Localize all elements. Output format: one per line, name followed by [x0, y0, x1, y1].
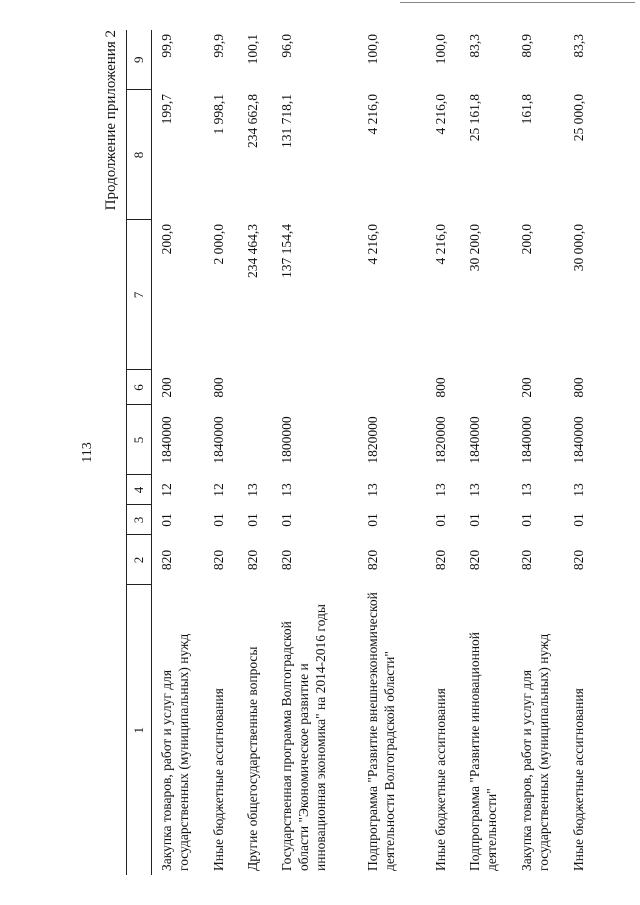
value-8: 25 000,0	[570, 94, 586, 142]
code-2: 820	[244, 549, 260, 571]
col-header-4: 4	[127, 475, 152, 505]
col-header-6: 6	[127, 370, 152, 405]
code-4: 12	[159, 483, 174, 497]
code-6	[460, 370, 512, 405]
code-2: 820	[159, 549, 174, 571]
col-header-7: 7	[127, 220, 152, 370]
col-header-9: 9	[127, 30, 152, 90]
percent-9: 100,1	[244, 34, 260, 65]
percent-9: 99,9	[210, 34, 226, 58]
percent-9: 100,0	[432, 34, 448, 65]
code-6	[358, 370, 426, 405]
rotated-content	[80, 30, 640, 875]
code-2: 820	[570, 549, 586, 571]
code-5: 1840000	[570, 416, 586, 464]
percent-9: 83,3	[570, 34, 586, 58]
row-name: Иные бюджетные ассигнования	[432, 688, 448, 871]
table-row	[564, 30, 598, 875]
value-7: 30 200,0	[466, 224, 482, 272]
value-7: 30 000,0	[570, 224, 586, 272]
value-7: 4 216,0	[432, 224, 448, 265]
row-name: Другие общегосударственные вопросы	[244, 646, 260, 871]
code-2: 820	[278, 549, 294, 571]
code-3: 01	[244, 513, 260, 527]
col-header-2: 2	[127, 535, 152, 585]
col-header-5: 5	[127, 405, 152, 475]
code-5: 1820000	[432, 416, 448, 464]
code-4: 12	[210, 483, 226, 497]
col-header-1: 1	[127, 585, 152, 875]
table-row	[512, 30, 564, 875]
code-6	[272, 370, 358, 405]
value-8: 131 718,1	[278, 94, 294, 148]
row-name: Иные бюджетные ассигнования	[570, 688, 586, 871]
row-name: Государственная программа Волгоградской области "Экономическое развитие и инновационная экономика" на 2014-2016 годы	[278, 604, 328, 871]
code-5	[238, 405, 272, 475]
code-6: 800	[570, 377, 586, 398]
budget-table	[126, 30, 598, 875]
code-4: 13	[570, 483, 586, 497]
code-3: 01	[466, 513, 482, 527]
code-2: 820	[432, 549, 448, 571]
value-8: 161,8	[518, 94, 534, 125]
percent-9: 80,9	[518, 34, 534, 58]
value-8: 4 216,0	[432, 94, 448, 135]
code-6	[238, 370, 272, 405]
table-row	[272, 30, 358, 875]
code-2: 820	[518, 549, 534, 571]
code-4: 13	[432, 483, 448, 497]
code-2: 820	[364, 549, 380, 571]
value-8: 199,7	[159, 94, 174, 125]
value-7: 2 000,0	[210, 224, 226, 265]
value-8: 1 998,1	[210, 94, 226, 135]
code-5: 1840000	[159, 416, 174, 464]
scan-edge-line	[400, 2, 635, 3]
column-number-row	[127, 30, 152, 875]
code-4: 13	[364, 483, 380, 497]
percent-9: 83,3	[466, 34, 482, 58]
code-6: 800	[432, 377, 448, 398]
table-body	[152, 30, 598, 875]
value-7: 234 464,3	[244, 224, 260, 278]
col-header-8: 8	[127, 90, 152, 220]
value-7: 4 216,0	[364, 224, 380, 265]
code-5: 1820000	[364, 416, 380, 464]
code-5: 1840000	[518, 416, 534, 464]
code-4: 13	[278, 483, 294, 497]
code-3: 01	[210, 513, 226, 527]
percent-9: 100,0	[364, 34, 380, 65]
percent-9: 96,0	[278, 34, 294, 58]
value-7: 137 154,4	[278, 224, 294, 278]
code-3: 01	[159, 513, 174, 527]
value-8: 234 662,8	[244, 94, 260, 148]
page-number: 113	[80, 442, 95, 463]
code-5: 1800000	[278, 416, 294, 464]
code-2: 820	[466, 549, 482, 571]
value-8: 25 161,8	[466, 94, 482, 142]
code-6: 800	[210, 377, 226, 398]
row-name: Закупка товаров, работ и услуг для государственных (муниципальных) нужд	[159, 633, 191, 871]
table-row	[460, 30, 512, 875]
value-7: 200,0	[518, 224, 534, 255]
code-3: 01	[432, 513, 448, 527]
table-row	[152, 30, 204, 875]
row-name: Подпрограмма "Развитие внешнеэкономической деятельности Волгоградской области"	[364, 592, 397, 871]
table-row	[238, 30, 272, 875]
code-3: 01	[518, 513, 534, 527]
continuation-label: Продолжение приложения 2	[103, 30, 119, 211]
code-5: 1840000	[466, 416, 482, 464]
code-3: 01	[570, 513, 586, 527]
table-row	[426, 30, 460, 875]
code-6: 200	[159, 377, 174, 398]
table-row	[358, 30, 426, 875]
code-5: 1840000	[210, 416, 226, 464]
code-4: 13	[466, 483, 482, 497]
table-row	[204, 30, 238, 875]
value-7: 200,0	[159, 224, 174, 255]
value-8: 4 216,0	[364, 94, 380, 135]
row-name: Подпрограмма "Развитие инновационной деятельности"	[466, 631, 499, 871]
code-3: 01	[364, 513, 380, 527]
row-name: Закупка товаров, работ и услуг для государственных (муниципальных) нужд	[518, 633, 551, 871]
code-2: 820	[210, 549, 226, 571]
code-4: 13	[244, 483, 260, 497]
col-header-3: 3	[127, 505, 152, 535]
code-6: 200	[518, 377, 534, 398]
row-name: Иные бюджетные ассигнования	[210, 688, 226, 871]
code-4: 13	[518, 483, 534, 497]
percent-9: 99,9	[159, 34, 174, 58]
code-3: 01	[278, 513, 294, 527]
